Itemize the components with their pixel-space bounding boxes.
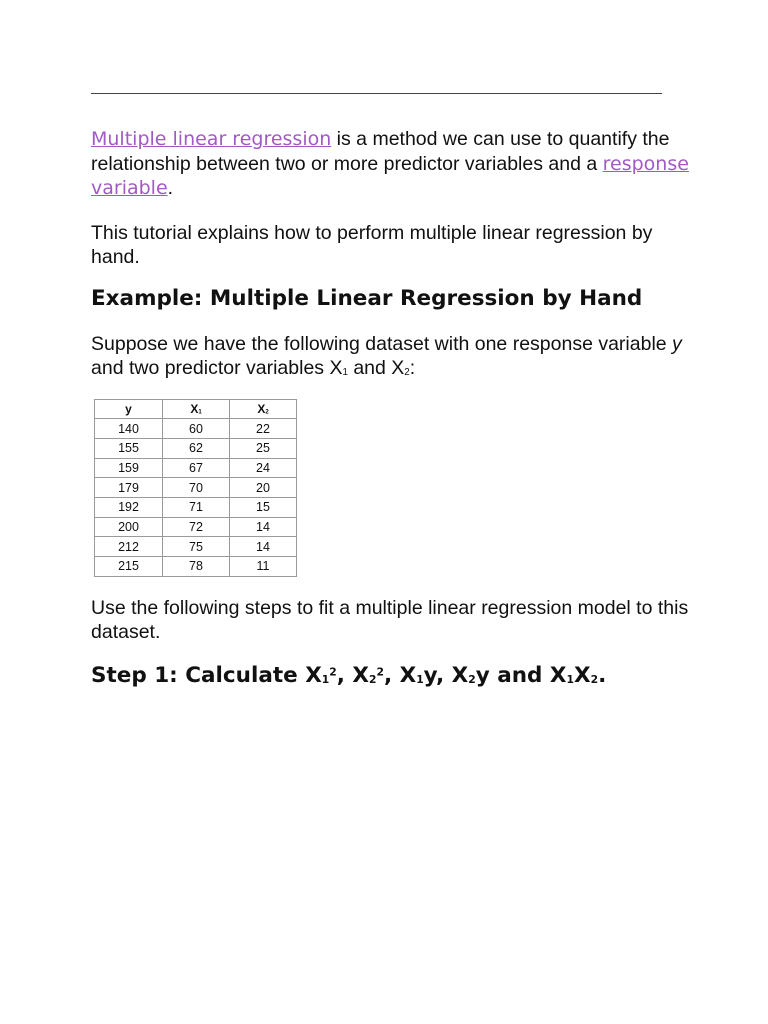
tutorial-paragraph: This tutorial explains how to perform multiple linear regression by hand. — [91, 221, 653, 268]
table-cell: 67 — [163, 458, 230, 478]
step1-heading: Step 1: Calculate $X_1^2$, $X_2^2$, $X_1y$, $X_2y$ and $X_1X_2$. — [91, 662, 607, 688]
table-cell: 62 — [163, 438, 230, 458]
table-cell: 15 — [230, 497, 297, 517]
table-header-row — [95, 399, 297, 419]
steps-paragraph: Use the following steps to fit a multiple linear regression model to this dataset. — [91, 596, 689, 644]
table-cell: 11 — [230, 557, 297, 577]
table-cell: 78 — [163, 557, 230, 577]
article-body — [91, 127, 691, 707]
table-cell: 75 — [163, 537, 230, 557]
table-cell: 14 — [230, 517, 297, 537]
table-row — [95, 557, 297, 577]
table-cell: 159 — [95, 458, 163, 478]
response-variable-link[interactable]: response variable — [91, 152, 689, 199]
table-row — [95, 419, 297, 439]
table-cell: 72 — [163, 517, 230, 537]
table-cell: 71 — [163, 497, 230, 517]
dataset-table — [94, 399, 297, 577]
table-cell: 200 — [95, 517, 163, 537]
table-header-cell: $X_1$ — [163, 399, 230, 419]
table-cell: 70 — [163, 478, 230, 498]
horizontal-rule — [91, 93, 662, 94]
table-cell: 215 — [95, 557, 163, 577]
table-header-cell: $X_2$ — [230, 399, 297, 419]
table-row — [95, 458, 297, 478]
table-cell: 179 — [95, 478, 163, 498]
table-cell: 192 — [95, 497, 163, 517]
table-cell: 14 — [230, 537, 297, 557]
table-cell: 24 — [230, 458, 297, 478]
table-body — [95, 419, 297, 577]
intro-period: . — [167, 177, 174, 199]
multiple-linear-regression-link[interactable]: Multiple linear regression — [91, 128, 332, 150]
table-row — [95, 438, 297, 458]
table-cell: 25 — [230, 438, 297, 458]
table-cell: 20 — [230, 478, 297, 498]
table-cell: 140 — [95, 419, 163, 439]
table-cell: 60 — [163, 419, 230, 439]
example-heading: Example: Multiple Linear Regression by Hand — [91, 285, 643, 311]
table-header-cell: y — [95, 399, 163, 419]
intro-text: is a method we can use to quantify the relationship between two or more predictor variables and a — [91, 128, 670, 175]
table-cell: 212 — [95, 537, 163, 557]
table-cell: 155 — [95, 438, 163, 458]
dataset-paragraph: Suppose we have the following dataset with one response variable y and two predictor variables $X_1$ and $X_2$: — [91, 332, 682, 379]
table-row — [95, 497, 297, 517]
table-row — [95, 478, 297, 498]
table-row — [95, 517, 297, 537]
intro-paragraph — [91, 127, 691, 201]
table-cell: 22 — [230, 419, 297, 439]
variable-y: y — [672, 332, 682, 355]
table-row — [95, 537, 297, 557]
